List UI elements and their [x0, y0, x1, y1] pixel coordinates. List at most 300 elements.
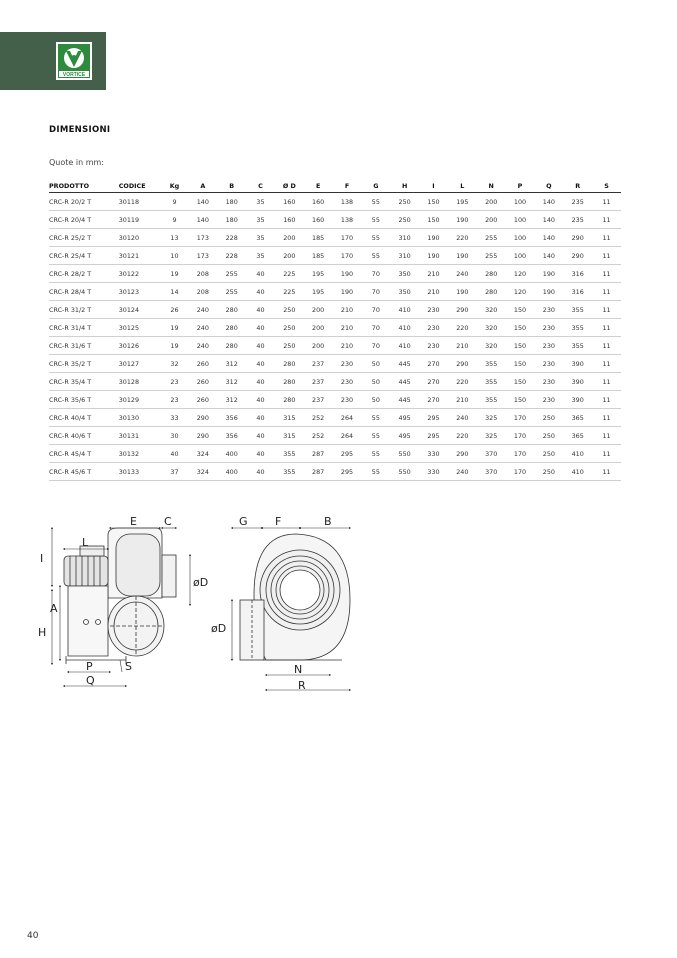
- column-header: I: [419, 179, 448, 193]
- table-cell: 255: [217, 265, 246, 283]
- table-cell: 23: [161, 373, 189, 391]
- table-cell: 40: [246, 445, 275, 463]
- table-cell: 400: [217, 445, 246, 463]
- table-cell: 235: [563, 211, 592, 229]
- table-cell: 11: [592, 463, 621, 481]
- table-row: [49, 301, 621, 319]
- table-cell: 160: [304, 211, 333, 229]
- table-cell: 240: [448, 265, 477, 283]
- front-view: [240, 534, 350, 660]
- table-cell: 324: [188, 463, 217, 481]
- table-cell: 370: [477, 445, 506, 463]
- table-cell: 315: [275, 409, 304, 427]
- table-cell: 11: [592, 355, 621, 373]
- table-cell: 315: [275, 427, 304, 445]
- table-cell: 325: [477, 409, 506, 427]
- table-cell: 100: [506, 211, 535, 229]
- label-h: H: [38, 626, 47, 639]
- table-cell: 11: [592, 193, 621, 211]
- label-d-side: øD: [193, 576, 209, 589]
- table-cell: 230: [534, 373, 563, 391]
- table-cell: 295: [333, 445, 362, 463]
- table-cell: 70: [361, 283, 390, 301]
- table-row: [49, 193, 621, 211]
- table-cell: 330: [419, 445, 448, 463]
- table-cell: 255: [477, 229, 506, 247]
- table-cell: 280: [217, 319, 246, 337]
- table-cell: CRC-R 40/4 T: [49, 409, 119, 427]
- table-cell: CRC-R 31/2 T: [49, 301, 119, 319]
- table-cell: 170: [506, 427, 535, 445]
- table-cell: 350: [390, 265, 419, 283]
- table-row: [49, 391, 621, 409]
- table-cell: 280: [275, 373, 304, 391]
- table-cell: 250: [390, 193, 419, 211]
- table-cell: 270: [419, 355, 448, 373]
- dimensions-table: [49, 179, 621, 481]
- table-cell: 26: [161, 301, 189, 319]
- table-cell: 50: [361, 373, 390, 391]
- label-f: F: [275, 515, 282, 528]
- table-cell: 50: [361, 391, 390, 409]
- table-cell: 40: [246, 463, 275, 481]
- table-cell: CRC-R 31/6 T: [49, 337, 119, 355]
- table-cell: 160: [304, 193, 333, 211]
- table-cell: 11: [592, 409, 621, 427]
- table-cell: CRC-R 25/2 T: [49, 229, 119, 247]
- table-cell: 140: [534, 211, 563, 229]
- table-cell: 40: [246, 373, 275, 391]
- table-cell: 30127: [119, 355, 161, 373]
- table-cell: 190: [419, 247, 448, 265]
- table-cell: 312: [217, 355, 246, 373]
- table-cell: 30132: [119, 445, 161, 463]
- table-cell: 310: [390, 247, 419, 265]
- table-cell: 220: [448, 319, 477, 337]
- table-cell: 185: [304, 247, 333, 265]
- table-cell: 30122: [119, 265, 161, 283]
- table-cell: 150: [506, 391, 535, 409]
- table-cell: 495: [390, 427, 419, 445]
- table-cell: 200: [304, 319, 333, 337]
- table-cell: 140: [534, 193, 563, 211]
- column-header: CODICE: [119, 179, 161, 193]
- label-g: G: [239, 515, 248, 528]
- table-cell: 316: [563, 283, 592, 301]
- table-cell: 40: [246, 355, 275, 373]
- table-cell: 11: [592, 445, 621, 463]
- table-cell: 70: [361, 301, 390, 319]
- table-cell: 30118: [119, 193, 161, 211]
- table-cell: 230: [419, 337, 448, 355]
- column-header: N: [477, 179, 506, 193]
- table-cell: 40: [246, 319, 275, 337]
- table-cell: 324: [188, 445, 217, 463]
- table-cell: 250: [534, 409, 563, 427]
- table-cell: 19: [161, 265, 189, 283]
- table-cell: 30120: [119, 229, 161, 247]
- column-header: A: [188, 179, 217, 193]
- table-cell: 190: [333, 265, 362, 283]
- table-cell: CRC-R 45/6 T: [49, 463, 119, 481]
- label-s: S: [125, 660, 132, 673]
- table-cell: 390: [563, 355, 592, 373]
- table-cell: 33: [161, 409, 189, 427]
- table-cell: 250: [534, 445, 563, 463]
- table-cell: 23: [161, 391, 189, 409]
- label-p: P: [86, 660, 93, 673]
- table-cell: 170: [333, 247, 362, 265]
- table-cell: 150: [506, 319, 535, 337]
- table-cell: 252: [304, 427, 333, 445]
- table-cell: CRC-R 28/4 T: [49, 283, 119, 301]
- label-e: E: [130, 515, 137, 528]
- table-cell: 70: [361, 337, 390, 355]
- table-cell: 70: [361, 265, 390, 283]
- table-cell: 200: [477, 193, 506, 211]
- table-cell: 140: [188, 193, 217, 211]
- table-cell: CRC-R 35/4 T: [49, 373, 119, 391]
- table-row: [49, 247, 621, 265]
- table-cell: CRC-R 20/2 T: [49, 193, 119, 211]
- table-cell: 170: [506, 409, 535, 427]
- table-cell: 355: [477, 373, 506, 391]
- table-cell: 190: [534, 265, 563, 283]
- table-cell: 173: [188, 247, 217, 265]
- table-row: [49, 445, 621, 463]
- table-cell: 11: [592, 247, 621, 265]
- table-cell: 290: [448, 301, 477, 319]
- table-row: [49, 211, 621, 229]
- table-cell: 208: [188, 265, 217, 283]
- table-cell: 280: [275, 355, 304, 373]
- table-cell: 290: [188, 409, 217, 427]
- table-cell: 355: [477, 391, 506, 409]
- table-cell: 264: [333, 409, 362, 427]
- table-cell: 11: [592, 337, 621, 355]
- table-cell: 11: [592, 427, 621, 445]
- table-cell: 40: [246, 409, 275, 427]
- table-row: [49, 373, 621, 391]
- column-header: F: [333, 179, 362, 193]
- table-cell: 55: [361, 409, 390, 427]
- table-cell: 240: [448, 463, 477, 481]
- table-cell: 290: [563, 247, 592, 265]
- table-cell: 14: [161, 283, 189, 301]
- table-cell: 410: [390, 319, 419, 337]
- table-cell: 190: [534, 283, 563, 301]
- table-cell: 410: [563, 463, 592, 481]
- table-cell: CRC-R 45/4 T: [49, 445, 119, 463]
- table-cell: 230: [534, 391, 563, 409]
- table-cell: 200: [304, 301, 333, 319]
- table-cell: 255: [217, 283, 246, 301]
- table-cell: 295: [419, 427, 448, 445]
- table-row: [49, 283, 621, 301]
- table-cell: 310: [390, 229, 419, 247]
- table-cell: 120: [506, 283, 535, 301]
- table-cell: 150: [506, 373, 535, 391]
- table-cell: 230: [419, 319, 448, 337]
- table-cell: 240: [188, 337, 217, 355]
- table-cell: 410: [390, 301, 419, 319]
- table-cell: 210: [333, 337, 362, 355]
- table-cell: 365: [563, 409, 592, 427]
- table-row: [49, 265, 621, 283]
- column-header: B: [217, 179, 246, 193]
- table-cell: 11: [592, 301, 621, 319]
- table-cell: 240: [188, 319, 217, 337]
- table-cell: 230: [534, 319, 563, 337]
- table-cell: 410: [390, 337, 419, 355]
- table-cell: 30129: [119, 391, 161, 409]
- table-cell: 250: [390, 211, 419, 229]
- table-cell: 195: [448, 193, 477, 211]
- table-cell: 312: [217, 391, 246, 409]
- label-c: C: [164, 515, 172, 528]
- table-cell: 40: [246, 391, 275, 409]
- table-cell: 230: [333, 373, 362, 391]
- table-cell: 190: [448, 283, 477, 301]
- table-cell: 320: [477, 319, 506, 337]
- table-cell: 290: [448, 355, 477, 373]
- table-cell: 40: [246, 265, 275, 283]
- table-cell: 35: [246, 211, 275, 229]
- table-cell: 230: [534, 355, 563, 373]
- table-cell: 287: [304, 463, 333, 481]
- table-cell: 170: [333, 229, 362, 247]
- table-cell: 30126: [119, 337, 161, 355]
- table-cell: 40: [246, 301, 275, 319]
- column-header: P: [506, 179, 535, 193]
- table-cell: 280: [477, 265, 506, 283]
- table-cell: 190: [419, 229, 448, 247]
- table-cell: 200: [275, 229, 304, 247]
- table-cell: CRC-R 20/4 T: [49, 211, 119, 229]
- table-cell: 355: [275, 463, 304, 481]
- table-cell: 330: [419, 463, 448, 481]
- table-cell: CRC-R 25/4 T: [49, 247, 119, 265]
- table-cell: 150: [506, 355, 535, 373]
- table-cell: 316: [563, 265, 592, 283]
- table-cell: 190: [448, 211, 477, 229]
- table-cell: CRC-R 35/6 T: [49, 391, 119, 409]
- table-cell: 220: [448, 229, 477, 247]
- label-b: B: [324, 515, 332, 528]
- table-cell: 11: [592, 265, 621, 283]
- table-cell: 287: [304, 445, 333, 463]
- column-header: C: [246, 179, 275, 193]
- table-cell: CRC-R 40/6 T: [49, 427, 119, 445]
- table-cell: 210: [333, 301, 362, 319]
- table-cell: 250: [275, 337, 304, 355]
- table-cell: 550: [390, 463, 419, 481]
- table-cell: 210: [448, 391, 477, 409]
- table-cell: 390: [563, 373, 592, 391]
- table-cell: 400: [217, 463, 246, 481]
- table-row: [49, 463, 621, 481]
- table-cell: 30128: [119, 373, 161, 391]
- table-cell: 230: [333, 355, 362, 373]
- table-cell: 170: [506, 463, 535, 481]
- table-row: [49, 427, 621, 445]
- table-cell: 210: [419, 283, 448, 301]
- table-cell: 30119: [119, 211, 161, 229]
- table-cell: 40: [246, 427, 275, 445]
- table-cell: 365: [563, 427, 592, 445]
- table-cell: 312: [217, 373, 246, 391]
- table-cell: 355: [563, 319, 592, 337]
- label-d-front: øD: [211, 622, 227, 635]
- table-cell: CRC-R 28/2 T: [49, 265, 119, 283]
- table-cell: 210: [419, 265, 448, 283]
- table-cell: 32: [161, 355, 189, 373]
- table-cell: 295: [333, 463, 362, 481]
- table-cell: 9: [161, 211, 189, 229]
- table-cell: 325: [477, 427, 506, 445]
- table-cell: 160: [275, 211, 304, 229]
- table-cell: 35: [246, 193, 275, 211]
- table-cell: 250: [534, 427, 563, 445]
- table-cell: 30131: [119, 427, 161, 445]
- table-cell: 550: [390, 445, 419, 463]
- table-cell: 30124: [119, 301, 161, 319]
- table-cell: 445: [390, 355, 419, 373]
- table-cell: 230: [534, 337, 563, 355]
- table-cell: 37: [161, 463, 189, 481]
- table-cell: 40: [246, 337, 275, 355]
- table-cell: 228: [217, 229, 246, 247]
- table-cell: 11: [592, 283, 621, 301]
- table-cell: 240: [188, 301, 217, 319]
- table-cell: 11: [592, 229, 621, 247]
- table-cell: 11: [592, 373, 621, 391]
- table-cell: 30133: [119, 463, 161, 481]
- table-cell: 19: [161, 319, 189, 337]
- table-cell: 290: [448, 445, 477, 463]
- table-cell: 10: [161, 247, 189, 265]
- table-cell: 100: [506, 193, 535, 211]
- table-cell: 220: [448, 373, 477, 391]
- table-cell: 180: [217, 193, 246, 211]
- table-cell: 200: [304, 337, 333, 355]
- table-cell: 30121: [119, 247, 161, 265]
- table-cell: 355: [477, 355, 506, 373]
- table-cell: 195: [304, 265, 333, 283]
- table-cell: 55: [361, 247, 390, 265]
- table-cell: 9: [161, 193, 189, 211]
- table-cell: 170: [506, 445, 535, 463]
- table-cell: 11: [592, 319, 621, 337]
- table-cell: 11: [592, 211, 621, 229]
- table-cell: 230: [419, 301, 448, 319]
- table-cell: 290: [563, 229, 592, 247]
- table-row: [49, 319, 621, 337]
- column-header: E: [304, 179, 333, 193]
- table-cell: 11: [592, 391, 621, 409]
- table-row: [49, 409, 621, 427]
- table-cell: 270: [419, 373, 448, 391]
- table-cell: 356: [217, 427, 246, 445]
- table-cell: 55: [361, 211, 390, 229]
- column-header: R: [563, 179, 592, 193]
- table-cell: 237: [304, 355, 333, 373]
- label-r: R: [298, 679, 306, 692]
- table-cell: 237: [304, 373, 333, 391]
- table-cell: 13: [161, 229, 189, 247]
- table-cell: 355: [563, 301, 592, 319]
- logo-wordmark: VORTICE: [62, 72, 86, 78]
- table-cell: 55: [361, 193, 390, 211]
- table-cell: 235: [563, 193, 592, 211]
- table-cell: 208: [188, 283, 217, 301]
- table-cell: 200: [275, 247, 304, 265]
- column-header: Q: [534, 179, 563, 193]
- table-cell: 190: [448, 247, 477, 265]
- table-cell: 355: [275, 445, 304, 463]
- table-cell: 35: [246, 229, 275, 247]
- table-cell: 70: [361, 319, 390, 337]
- table-cell: 140: [534, 247, 563, 265]
- column-header: Kg: [161, 179, 189, 193]
- table-cell: 260: [188, 373, 217, 391]
- table-cell: 264: [333, 427, 362, 445]
- vortice-logo: [56, 42, 92, 80]
- table-cell: 260: [188, 355, 217, 373]
- table-cell: 50: [361, 355, 390, 373]
- table-cell: 19: [161, 337, 189, 355]
- table-cell: 252: [304, 409, 333, 427]
- table-cell: 320: [477, 337, 506, 355]
- table-cell: 290: [188, 427, 217, 445]
- table-cell: CRC-R 35/2 T: [49, 355, 119, 373]
- side-view: [64, 528, 176, 664]
- table-cell: 225: [275, 265, 304, 283]
- table-cell: 280: [217, 301, 246, 319]
- table-cell: 295: [419, 409, 448, 427]
- section-title: DIMENSIONI: [49, 125, 111, 135]
- column-header: PRODOTTO: [49, 179, 119, 193]
- table-cell: 240: [448, 409, 477, 427]
- table-cell: 190: [333, 283, 362, 301]
- table-cell: 140: [188, 211, 217, 229]
- table-cell: 250: [275, 319, 304, 337]
- table-cell: 320: [477, 301, 506, 319]
- table-cell: 228: [217, 247, 246, 265]
- column-header: Ø D: [275, 179, 304, 193]
- table-cell: 140: [534, 229, 563, 247]
- table-cell: 445: [390, 373, 419, 391]
- technical-drawing: [0, 505, 400, 705]
- table-cell: 390: [563, 391, 592, 409]
- table-cell: 356: [217, 409, 246, 427]
- table-cell: 40: [246, 283, 275, 301]
- table-cell: 55: [361, 445, 390, 463]
- table-header-row: [49, 179, 621, 193]
- table-cell: 230: [534, 301, 563, 319]
- table-row: [49, 229, 621, 247]
- label-n: N: [294, 663, 303, 676]
- table-cell: 280: [217, 337, 246, 355]
- table-cell: 495: [390, 409, 419, 427]
- table-cell: 220: [448, 427, 477, 445]
- units-note: Quote in mm:: [49, 158, 104, 167]
- table-cell: 410: [563, 445, 592, 463]
- table-cell: 250: [534, 463, 563, 481]
- table-row: [49, 337, 621, 355]
- label-q: Q: [86, 674, 95, 687]
- column-header: L: [448, 179, 477, 193]
